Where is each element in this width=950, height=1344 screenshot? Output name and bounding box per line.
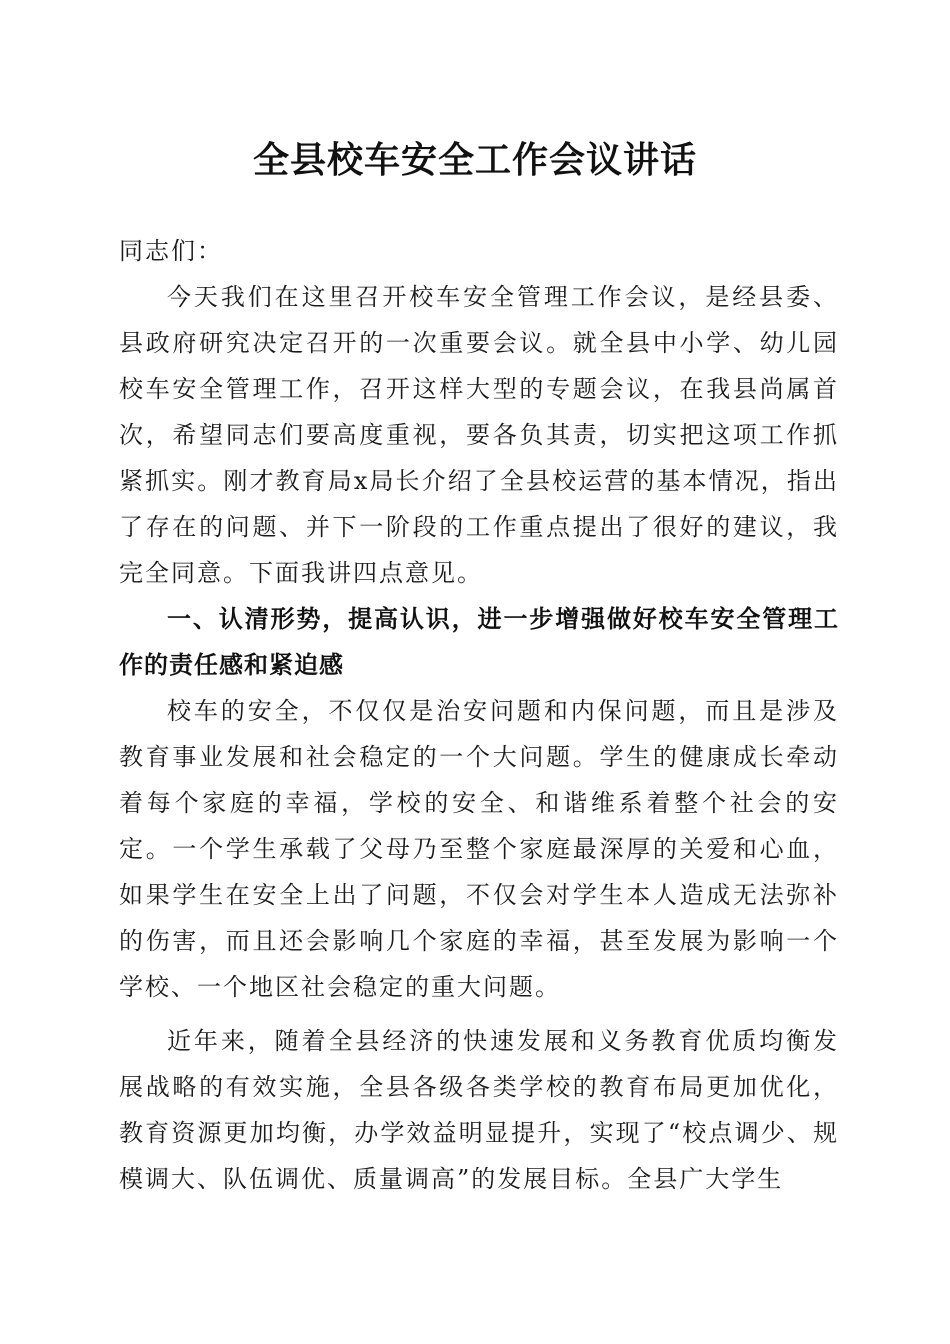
greeting: 同志们： — [119, 237, 223, 265]
document-title: 全县校车安全工作会议讲话 — [252, 139, 697, 181]
paragraph-recent-years: 近年来，随着全县经济的快速发展和义务教育优质均衡发展战略的有效实施，全县各级各类学校的教育布局更加优化，教育资源更加均衡，办学效益明显提升，实现了“校点调少、规模调大、队伍调优、质量调高”的发展目标。全县广大学生 — [119, 1027, 839, 1193]
paragraph-safety-importance: 校车的安全，不仅仅是治安问题和内保问题，而且是涉及教育事业发展和社会稳定的一个大问题。学生的健康成长牵动着每个家庭的幸福，学校的安全、和谐维系着整个社会的安定。一个学生承载了父母乃至整个家庭最深厚的关爱和心血，如果学生在安全上出了问题，不仅会对学生本人造成无法弥补的伤害，而且还会影响几个家庭的幸福，甚至发展为影响一个学校、一个地区社会稳定的重大问题。 — [119, 697, 839, 1001]
document-body — [119, 228, 839, 1202]
section-heading-1: 一、认清形势，提高认识，进一步增强做好校车安全管理工作的责任感和紧迫感 — [119, 605, 839, 679]
paragraph-opening: 今天我们在这里召开校车安全管理工作会议，是经县委、县政府研究决定召开的一次重要会议。就全县中小学、幼儿园校车安全管理工作，召开这样大型的专题会议，在我县尚属首次，希望同志们要高度重视，要各负其责，切实把这项工作抓紧抓实。刚才教育局x局长介绍了全县校运营的基本情况，指出了存在的问题、并下一阶段的工作重点提出了很好的建议，我完全同意。下面我讲四点意见。 — [119, 283, 839, 587]
